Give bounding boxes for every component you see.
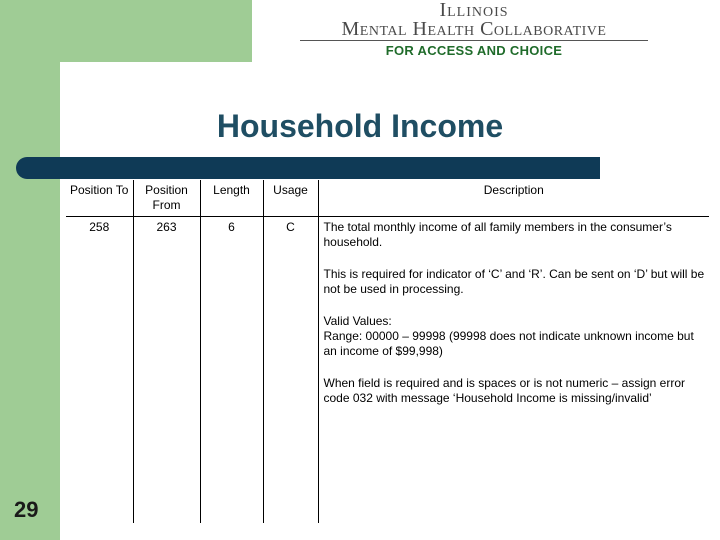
table-header-row: [66, 180, 709, 217]
valid-values-label: Valid Values:: [323, 314, 392, 328]
valid-values-range: Range: 00000 – 99998 (99998 does not indicate unknown income but an income of $99,998): [323, 329, 694, 358]
title-underline-bar: [16, 157, 600, 179]
cell-position-to: 258: [89, 220, 110, 234]
collaborative-logo: [298, 0, 650, 62]
header-position-from: Position From: [133, 180, 200, 217]
logo-tagline: FOR ACCESS AND CHOICE: [385, 43, 563, 58]
description-indicator-note: This is required for indicator of ‘C’ and ‘R’. Can be sent on ‘D’ but will be not be used in processing.: [323, 267, 705, 296]
description-error-rule: When field is required and is spaces or is not numeric – assign error code 032 with message ‘Household Income is missing/invalid’: [323, 376, 685, 405]
header-length: Length: [200, 180, 263, 217]
green-side-bar: [0, 0, 60, 540]
header-description: Description: [318, 180, 709, 217]
cell-length: 6: [200, 217, 263, 524]
cell-description: [318, 217, 709, 524]
table-row: [66, 217, 709, 524]
description-valid-values: [324, 314, 706, 359]
cell-position-from: 263: [133, 217, 200, 524]
description-summary: The total monthly income of all family members in the consumer’s household.: [323, 220, 672, 249]
logo-divider: [300, 40, 648, 41]
page-title: Household Income: [216, 108, 504, 144]
logo-line-illinois: Illinois: [439, 0, 509, 21]
slide-number: 29: [14, 497, 39, 522]
logo-line-name: Mental Health Collaborative: [341, 18, 607, 40]
header-usage: Usage: [263, 180, 318, 217]
header-position-to: Position To: [66, 180, 133, 217]
field-spec-table: [66, 180, 709, 523]
corner-curve: [60, 62, 104, 106]
cell-usage: C: [263, 217, 318, 524]
